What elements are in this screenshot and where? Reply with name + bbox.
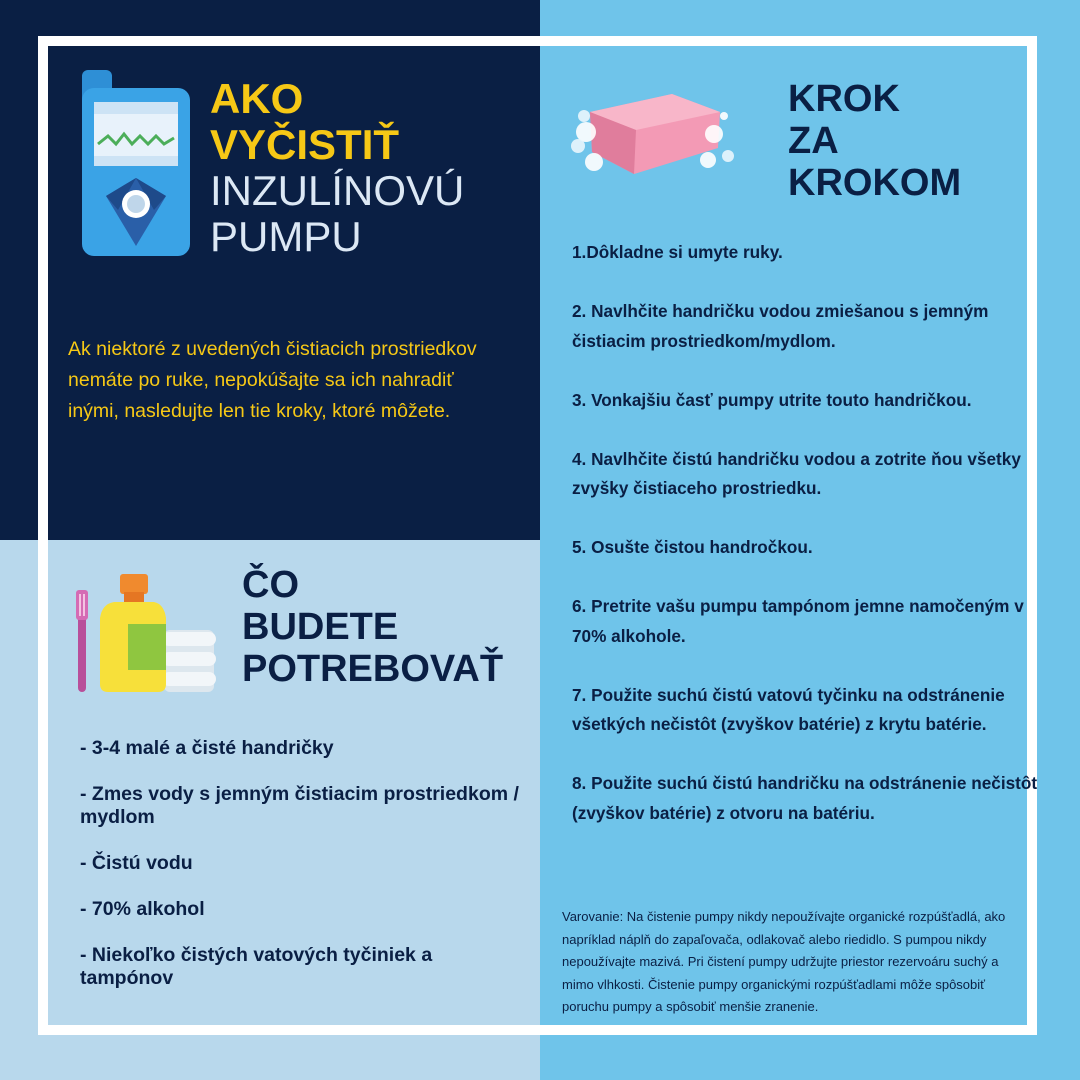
steps-list [572, 238, 1042, 858]
need-item: - 70% alkohol [80, 898, 205, 920]
cleaning-supplies-icon [72, 574, 218, 696]
soap-bar-icon [568, 90, 738, 185]
needs-title-line-2: BUDETE [242, 606, 399, 648]
steps-title-line-2: ZA [788, 120, 839, 162]
needs-title-line-1: ČO [242, 564, 299, 606]
need-item: - Zmes vody s jemným čistiacim prostriedkom / mydlom [80, 783, 519, 828]
title-line-4: PUMPU [210, 213, 362, 260]
steps-title-line-3: KROKOM [788, 162, 962, 204]
need-item: - Niekoľko čistých vatových tyčiniek a tampónov [80, 944, 433, 989]
title-line-3: INZULÍNOVÚ [210, 167, 465, 214]
step-item: 1.Dôkladne si umyte ruky. [572, 242, 783, 262]
title-line-1: AKO [210, 75, 304, 122]
main-title [210, 76, 464, 260]
steps-title-line-1: KROK [788, 78, 900, 120]
intro-text: Ak niektoré z uvedených čistiacich prostriedkov nemáte po ruke, nepokúšajte sa ich nahradiť inými, nasledujte len tie kroky, ktoré môžete. [68, 338, 477, 422]
step-item: 4. Navlhčite čistú handričku vodou a zotrite ňou všetky zvyšky čistiaceho prostriedku. [572, 448, 1021, 498]
step-item: 7. Použite suchú čistú vatovú tyčinku na odstránenie všetkých nečistôt (zvyškov batérie) z krytu batérie. [572, 684, 1005, 734]
needs-title-line-3: POTREBOVAŤ [242, 648, 504, 690]
step-item: 5. Osušte čistou handročkou. [572, 537, 813, 557]
warning-text: Varovanie: Na čistenie pumpy nikdy nepoužívajte organické rozpúšťadlá, ako napríklad náplň do zapaľovača, odlakovač alebo riedidlo. S pumpou nikdy nepoužívajte mazivá. Pri čistení pumpy udržujte priestor rezervoáru suchý a mimo vlhkosti. Čistenie pumpy organickými rozpúšťadlami môže spôsobiť poruchu pumpy a spôsobiť menšie zranenie. [562, 909, 1006, 1015]
needs-title [242, 564, 503, 690]
title-line-2: VYČISTIŤ [210, 121, 400, 168]
step-item: 3. Vonkajšiu časť pumpy utrite touto handričkou. [572, 389, 972, 410]
step-item: 8. Použite suchú čistú handričku na odstránenie nečistôt (zvyškov batérie) z otvoru na batériu. [572, 773, 1038, 823]
step-item: 6. Pretrite vašu pumpu tampónom jemne namočeným v 70% alkohole. [572, 596, 1024, 646]
need-item: - Čistú vodu [80, 852, 193, 874]
need-item: - 3-4 malé a čisté handričky [80, 737, 334, 759]
steps-title [788, 78, 961, 204]
needs-list [80, 737, 520, 1013]
step-item: 2. Navlhčite handričku vodou zmiešanou s jemným čistiacim prostriedkom/mydlom. [572, 301, 989, 351]
insulin-pump-icon [78, 70, 194, 260]
